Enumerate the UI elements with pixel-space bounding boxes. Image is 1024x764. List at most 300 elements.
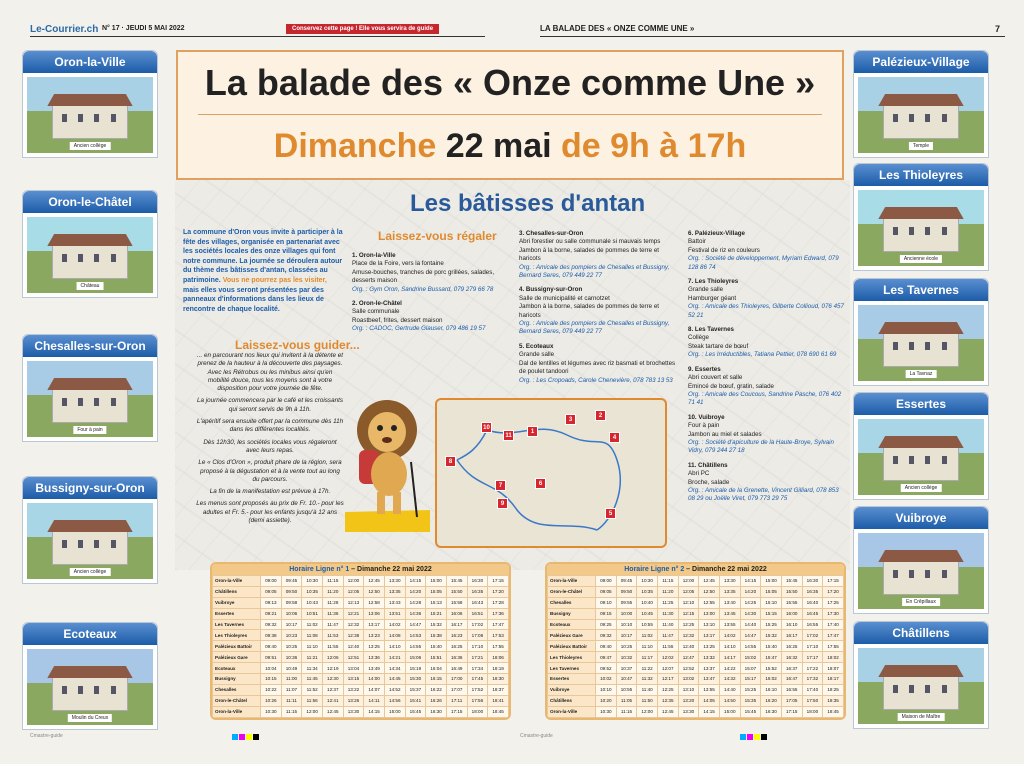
time-cell: 10:23 [281, 630, 302, 641]
schedule-row [548, 695, 844, 706]
time-cell: 17:47 [823, 630, 844, 641]
time-cell: 14:40 [719, 684, 740, 695]
time-cell: 12:40 [678, 641, 699, 652]
time-cell: 12:45 [699, 576, 720, 587]
time-cell: 10:15 [261, 674, 282, 685]
time-cell: 12:40 [343, 641, 364, 652]
time-cell: 16:06 [446, 608, 467, 619]
building-window [942, 685, 947, 693]
time-cell: 10:51 [302, 608, 323, 619]
time-cell: 12:38 [343, 630, 364, 641]
time-cell: 12:00 [343, 576, 364, 587]
building-drawing [883, 676, 959, 710]
schedule-row [548, 597, 844, 608]
schedule-row [548, 674, 844, 685]
place-card [853, 506, 989, 614]
building-window [893, 456, 898, 464]
time-cell: 10:20 [596, 695, 617, 706]
schedule-row [213, 706, 509, 717]
place-photo [27, 361, 153, 437]
time-cell: 15:00 [761, 576, 782, 587]
building-window [942, 227, 947, 235]
building-window [62, 686, 67, 694]
guide-p1: ... en parcourant nos lieux qui invitent à la détente et prenez de la hauteur à la découverte des paysages. Avec les Rétrobus ou les minibus ainsi qu'en mobilité douce, tous les moyens sont à votre disposition pour votre journée de fête. [197, 352, 343, 393]
time-cell: 17:20 [823, 586, 844, 597]
time-cell: 11:40 [657, 619, 678, 630]
stop-venue: Grande salle [688, 286, 724, 294]
stop-cell: Essertes [548, 674, 596, 685]
stop-organizer: Org. : Gym Oron, Sandrine Bussard, 079 279 66 78 [352, 285, 494, 293]
stop-organizer: Org. : Amicale des pompiers de Chesalles et Bussigny, Bernard Seres, 079 449 22 77 [519, 320, 670, 336]
stop-organizer: Org. : CADOC, Gertrude Glauser, 079 486 19 57 [352, 325, 486, 333]
time-cell: 13:25 [364, 641, 385, 652]
building-window [94, 540, 99, 548]
map-pin: 8 [445, 456, 456, 467]
time-cell: 10:25 [281, 641, 302, 652]
time-cell: 18:35 [823, 695, 844, 706]
time-cell: 11:50 [637, 695, 658, 706]
stop-cell: Chesalles [213, 684, 261, 695]
building-window [925, 114, 930, 122]
map-pin: 7 [495, 480, 506, 491]
time-cell: 09:45 [616, 576, 637, 587]
building-drawing [883, 447, 959, 481]
schedule-row [213, 608, 509, 619]
schedule-row [548, 630, 844, 641]
map-pin: 2 [595, 410, 606, 421]
time-cell: 11:21 [302, 652, 323, 663]
time-cell: 13:04 [343, 663, 364, 674]
schedule-row [213, 641, 509, 652]
guide-title: Laissez-vous guider... [235, 338, 360, 352]
time-cell: 14:21 [384, 652, 405, 663]
time-cell: 13:23 [364, 630, 385, 641]
time-cell: 12:52 [678, 663, 699, 674]
time-cell: 10:55 [637, 619, 658, 630]
cmyk-marks-left [232, 734, 259, 740]
time-cell: 15:10 [761, 597, 782, 608]
time-cell: 16:55 [802, 619, 823, 630]
time-cell: 14:11 [364, 695, 385, 706]
place-card [853, 621, 989, 729]
time-cell: 17:02 [802, 630, 823, 641]
time-cell: 17:15 [488, 576, 509, 587]
time-cell: 18:00 [802, 706, 823, 717]
time-cell: 17:17 [802, 652, 823, 663]
building-window [78, 540, 83, 548]
building-window [925, 227, 930, 235]
stop-cell: Vuibroye [213, 597, 261, 608]
time-cell: 16:32 [781, 652, 802, 663]
time-cell: 18:30 [488, 674, 509, 685]
time-cell: 12:50 [699, 586, 720, 597]
place-card [853, 392, 989, 500]
time-cell: 11:05 [616, 695, 637, 706]
building-window [111, 114, 116, 122]
schedule-row [213, 586, 509, 597]
time-cell: 16:36 [446, 652, 467, 663]
time-cell: 14:10 [384, 641, 405, 652]
place-card-title: Vuibroye [854, 507, 988, 529]
time-cell: 11:40 [637, 684, 658, 695]
schedule-row [548, 684, 844, 695]
keep-page-banner: Conservez cette page ! Elle vous servira de guide [286, 24, 439, 34]
time-cell: 09:40 [261, 641, 282, 652]
schedule-row [548, 706, 844, 717]
stop-venue: Battoir [688, 238, 706, 246]
time-cell: 14:52 [384, 684, 405, 695]
time-cell: 14:45 [384, 674, 405, 685]
time-cell: 10:30 [596, 706, 617, 717]
place-caption: Ancienne école [900, 255, 942, 263]
time-cell: 17:34 [467, 663, 488, 674]
time-cell: 09:40 [596, 641, 617, 652]
time-cell: 10:04 [261, 663, 282, 674]
schedule-row [213, 597, 509, 608]
building-window [942, 342, 947, 350]
building-window [94, 254, 99, 262]
header-rule-left [30, 36, 485, 37]
map-pin: 6 [535, 478, 546, 489]
time-cell: 16:55 [781, 684, 802, 695]
time-cell: 10:00 [616, 608, 637, 619]
stop-cell: Palézieux Gare [213, 652, 261, 663]
place-card-title: Les Tavernes [854, 279, 988, 301]
stop-name: 5. Ecoteaux [519, 342, 554, 350]
guide-p2: La journée commencera par le café et les croissants qui seront servis de 9h à 11h. [197, 397, 343, 413]
time-cell: 17:10 [802, 641, 823, 652]
event-date [178, 127, 842, 166]
time-cell: 09:50 [281, 586, 302, 597]
time-cell: 13:43 [384, 597, 405, 608]
stop-menu: Jambon à la borne, salades de pommes de terre et haricots [519, 303, 659, 319]
time-cell: 11:10 [637, 641, 658, 652]
time-cell: 09:45 [281, 576, 302, 587]
time-cell: 17:02 [467, 619, 488, 630]
stop-cell: Ecoteaux [213, 663, 261, 674]
time-cell: 10:47 [616, 674, 637, 685]
time-cell: 09:00 [261, 576, 282, 587]
place-card [22, 622, 158, 730]
time-cell: 09:47 [596, 652, 617, 663]
map-pin: 11 [503, 430, 514, 441]
stop-entry [688, 230, 846, 272]
time-cell: 11:52 [302, 684, 323, 695]
stop-venue: Four à pain [688, 422, 720, 430]
schedule-row [548, 663, 844, 674]
time-cell: 11:45 [302, 674, 323, 685]
time-cell: 12:25 [657, 684, 678, 695]
stop-menu: Broche, salade [688, 478, 730, 486]
time-cell: 12:13 [343, 597, 364, 608]
place-card-title: Chesalles-sur-Oron [23, 335, 157, 357]
time-cell: 09:50 [616, 586, 637, 597]
time-cell: 17:15 [823, 576, 844, 587]
cmyk-marks-right [740, 734, 767, 740]
time-cell: 17:53 [488, 630, 509, 641]
time-cell: 15:50 [781, 586, 802, 597]
time-cell: 12:21 [343, 608, 364, 619]
time-cell: 10:30 [302, 576, 323, 587]
time-cell: 17:00 [446, 674, 467, 685]
time-cell: 11:10 [302, 641, 323, 652]
place-photo [858, 77, 984, 153]
time-cell: 12:45 [322, 706, 343, 717]
time-cell: 17:25 [823, 597, 844, 608]
time-cell: 15:32 [761, 630, 782, 641]
time-cell: 17:36 [488, 608, 509, 619]
schedule-row [213, 695, 509, 706]
time-cell: 16:17 [781, 630, 802, 641]
brand[interactable]: Le-Courrier.ch [30, 24, 99, 35]
time-cell: 11:17 [637, 652, 658, 663]
time-cell: 14:30 [740, 608, 761, 619]
time-cell: 15:06 [405, 652, 426, 663]
time-cell: 15:25 [761, 619, 782, 630]
time-cell: 17:20 [488, 586, 509, 597]
time-cell: 12:00 [678, 576, 699, 587]
stop-menu: Dal de lentilles et légumes avec riz basmati et brochettes de poulet tandoori [519, 359, 676, 376]
time-cell: 16:04 [426, 663, 447, 674]
time-cell: 11:30 [657, 608, 678, 619]
time-cell: 12:10 [678, 597, 699, 608]
time-cell: 16:00 [781, 608, 802, 619]
building-window [78, 398, 83, 406]
time-cell: 18:17 [823, 674, 844, 685]
time-cell: 13:02 [678, 674, 699, 685]
time-cell: 11:34 [302, 663, 323, 674]
time-cell: 12:25 [678, 619, 699, 630]
time-cell: 18:02 [823, 652, 844, 663]
place-card [853, 163, 989, 271]
stop-organizer: Org. : Société de développement, Myriam Edward, 079 128 86 74 [688, 255, 839, 271]
stop-venue: Grande salle [519, 351, 555, 359]
time-cell: 11:00 [281, 674, 302, 685]
stop-cell: Oron-la-Ville [213, 706, 261, 717]
stop-organizer: Org. : Amicale des pompiers de Chesalles et Bussigny, Bernard Seres, 079 449 22 77 [519, 263, 670, 280]
time-cell: 13:51 [384, 608, 405, 619]
time-cell: 16:40 [802, 597, 823, 608]
building-window [78, 686, 83, 694]
stop-cell: Les Tavernes [548, 663, 596, 674]
stop-organizer: Org. : Les Irréductibles, Tatiana Pettier, 078 690 61 69 [688, 351, 837, 359]
time-cell: 13:20 [678, 695, 699, 706]
time-cell: 09:21 [261, 608, 282, 619]
stop-menu: Jambon au miel et salades [688, 430, 762, 438]
time-cell: 14:07 [364, 684, 385, 695]
stop-menu: Hamburger géant [688, 294, 737, 302]
time-cell: 16:35 [802, 586, 823, 597]
time-cell: 11:15 [657, 576, 678, 587]
time-cell: 13:10 [678, 684, 699, 695]
time-cell: 16:37 [781, 663, 802, 674]
building-window [62, 114, 67, 122]
building-window [893, 685, 898, 693]
issue-info: N° 17 · JEUDI 5 MAI 2022 [102, 25, 185, 32]
building-window [893, 342, 898, 350]
time-cell: 15:47 [761, 652, 782, 663]
intro-text [183, 228, 343, 314]
time-cell: 15:41 [405, 695, 426, 706]
stop-organizer: Org. : Amicale des Coucous, Sandrine Pasche, 076 402 71 41 [688, 390, 842, 407]
time-cell: 12:06 [322, 652, 343, 663]
time-cell: 10:30 [637, 576, 658, 587]
time-cell: 17:07 [446, 684, 467, 695]
time-cell: 10:40 [637, 597, 658, 608]
place-photo [27, 77, 153, 153]
time-cell: 13:26 [343, 695, 364, 706]
time-cell: 12:45 [657, 706, 678, 717]
time-cell: 13:10 [699, 619, 720, 630]
time-cell: 18:45 [823, 706, 844, 717]
time-cell: 09:52 [596, 663, 617, 674]
time-cell: 14:47 [740, 630, 761, 641]
time-cell: 11:53 [322, 630, 343, 641]
building-window [62, 398, 67, 406]
time-cell: 12:35 [657, 695, 678, 706]
time-cell: 14:02 [719, 630, 740, 641]
stop-organizer: Org. : Amicale des Thioleyres, Gilberte Collioud, 076 457 52 21 [688, 303, 844, 319]
time-cell: 11:47 [322, 619, 343, 630]
stop-entry [688, 462, 846, 504]
guide-p4: Dès 12h30, les sociétés locales vous régaleront avec leurs repas. [203, 438, 337, 454]
intro-highlight: Vous ne pourrez pas les visiter, [222, 276, 327, 284]
time-cell: 12:05 [343, 586, 364, 597]
time-cell: 14:53 [405, 630, 426, 641]
time-cell: 10:35 [637, 586, 658, 597]
time-cell: 09:00 [596, 576, 617, 587]
time-cell: 18:07 [823, 663, 844, 674]
place-card [853, 50, 989, 158]
stop-venue: Abri forestier ou salle communale si mauvais temps [519, 238, 661, 246]
time-cell: 14:10 [719, 641, 740, 652]
time-cell: 15:00 [384, 706, 405, 717]
stop-organizer: Org. : Amicale de la Grenette, Vincent Gilliard, 078 853 08 29 ou Joëlle Viret, 079 773 29 75 [688, 486, 839, 503]
time-cell: 13:00 [699, 608, 720, 619]
time-cell: 09:38 [261, 630, 282, 641]
time-cell: 10:17 [281, 619, 302, 630]
time-cell: 14:55 [405, 641, 426, 652]
stop-entry [352, 300, 507, 334]
time-cell: 15:38 [426, 630, 447, 641]
time-cell: 15:37 [405, 684, 426, 695]
building-drawing [883, 333, 959, 367]
schedule-row [548, 652, 844, 663]
time-cell: 16:23 [446, 630, 467, 641]
place-caption: En Crêpillaux [902, 598, 940, 606]
time-cell: 10:35 [302, 586, 323, 597]
time-cell: 11:15 [616, 706, 637, 717]
stop-cell: Palézieux Battoir [548, 641, 596, 652]
place-card-title: Les Thioleyres [854, 164, 988, 186]
stop-cell: Les Thioleyres [548, 652, 596, 663]
stop-name: 9. Essertes [688, 365, 721, 373]
stop-cell: Essertes [213, 608, 261, 619]
time-cell: 17:05 [781, 695, 802, 706]
time-cell: 11:32 [637, 674, 658, 685]
stops-column-3 [688, 230, 846, 510]
time-cell: 13:17 [699, 630, 720, 641]
time-cell: 13:30 [343, 706, 364, 717]
stop-name: 6. Palézieux-Village [688, 230, 745, 237]
time-cell: 15:52 [761, 663, 782, 674]
time-cell: 15:05 [426, 586, 447, 597]
time-cell: 14:02 [384, 619, 405, 630]
time-cell: 13:55 [699, 684, 720, 695]
time-cell: 15:40 [426, 641, 447, 652]
time-cell: 13:47 [699, 674, 720, 685]
time-cell: 16:51 [467, 608, 488, 619]
building-window [893, 227, 898, 235]
time-cell: 17:22 [802, 663, 823, 674]
time-cell: 14:15 [699, 706, 720, 717]
building-window [62, 254, 67, 262]
building-drawing [52, 677, 128, 711]
time-cell: 16:43 [467, 597, 488, 608]
time-cell: 14:34 [384, 663, 405, 674]
building-window [909, 227, 914, 235]
time-cell: 12:00 [637, 706, 658, 717]
time-cell: 15:30 [405, 674, 426, 685]
time-cell: 17:21 [467, 652, 488, 663]
time-cell: 15:45 [446, 576, 467, 587]
stop-organizer: Org. : Société d'apiculture de la Haute-Broye, Sylvain Vidry, 079 244 27 18 [688, 438, 834, 455]
stop-entry [688, 366, 846, 408]
time-cell: 15:21 [426, 608, 447, 619]
stop-name: 1. Oron-la-Ville [352, 252, 396, 259]
time-cell: 16:25 [446, 641, 467, 652]
date-mid: 22 mai [445, 127, 552, 165]
time-cell: 13:49 [364, 663, 385, 674]
section-title: Les bâtisses d'antan [410, 190, 646, 217]
place-caption: Ancien collège [901, 484, 942, 492]
stop-cell: Les Thioleyres [213, 630, 261, 641]
time-cell: 13:45 [719, 608, 740, 619]
intro-body: La commune d'Oron vous invite à participer à la fête des villages, organisée en partenariat avec les sociétés locales des onze villages qui font notre commune. La journée se déroulera autour du thème des bâtisses d'antan, classées au patrimoine. [183, 229, 343, 284]
stop-menu: Steak tartare de bœuf [688, 342, 749, 350]
stops-column-1 [352, 252, 507, 340]
place-photo [858, 305, 984, 381]
footer-left: Cmastre-guide [30, 733, 63, 739]
stop-cell: Oron-la-Ville [213, 576, 261, 587]
time-cell: 09:10 [596, 597, 617, 608]
time-cell: 15:58 [446, 597, 467, 608]
place-caption: La Tavnaz [906, 370, 937, 378]
time-cell: 14:47 [405, 619, 426, 630]
time-cell: 14:36 [405, 608, 426, 619]
time-cell: 12:05 [678, 586, 699, 597]
time-cell: 12:19 [322, 663, 343, 674]
time-cell: 11:47 [657, 630, 678, 641]
place-card-title: Oron-la-Ville [23, 51, 157, 73]
place-card [22, 334, 158, 442]
time-cell: 12:50 [364, 586, 385, 597]
stop-cell: Ecoteaux [548, 619, 596, 630]
place-photo [27, 217, 153, 293]
map-pin: 10 [481, 422, 492, 433]
time-cell: 16:10 [761, 684, 782, 695]
stop-menu: Roastbeef, frites, dessert maison [352, 316, 443, 324]
time-cell: 10:17 [616, 630, 637, 641]
stop-entry [688, 326, 846, 360]
time-cell: 11:20 [657, 586, 678, 597]
schedule-row [213, 663, 509, 674]
time-cell: 11:22 [637, 663, 658, 674]
time-cell: 16:10 [781, 619, 802, 630]
stop-cell: Palézieux Gare [548, 630, 596, 641]
schedule-row [213, 674, 509, 685]
time-cell: 14:20 [740, 586, 761, 597]
